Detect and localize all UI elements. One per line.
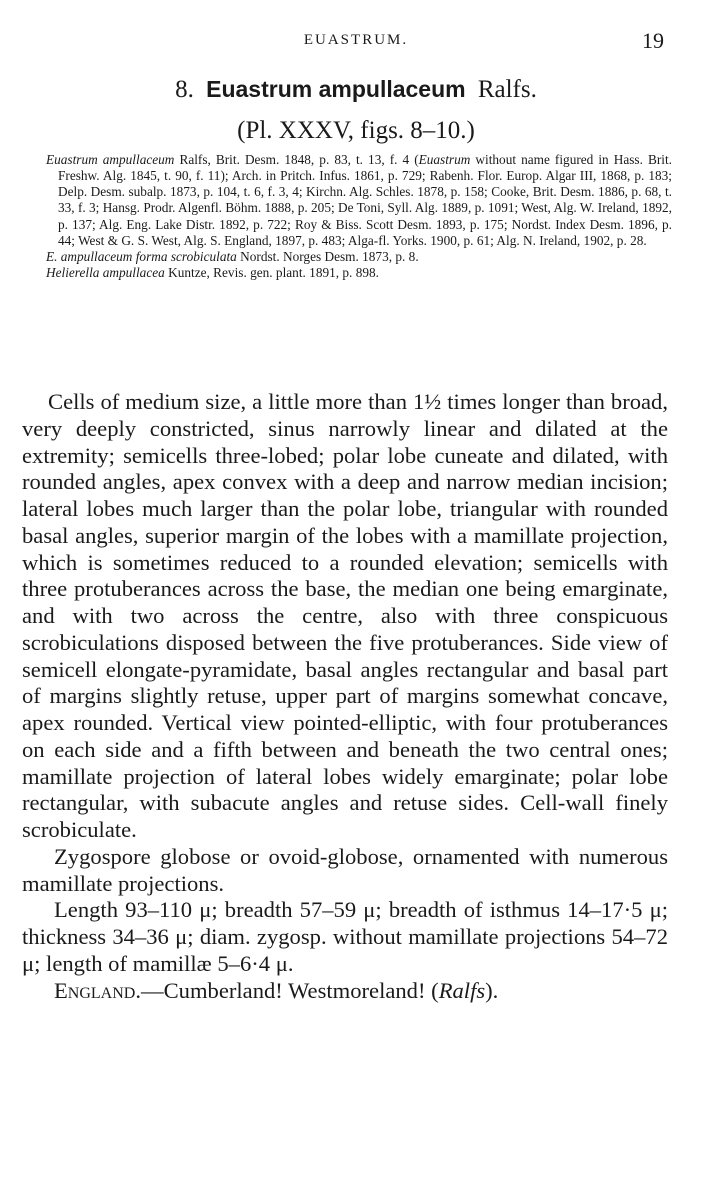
description-paragraph: Cells of medium size, a little more than 1½ times longer than broad, very deeply constricted, sinus narrowly linear and dilated at the extremity; semicells three-lobed; polar lobe cuneate and dilated, with rounded angles, apex convex with a deep and narrow median incision; lateral lobes much larger than the polar lobe, triangular with rounded basal angles, superior margin of the lobes with a mamillate projection, which is sometimes reduced to a rounded elevation; semicells with three protuberances across the base, the median one being emarginate, and with two across the centre, also with three conspicuous scrobiculations disposed between the five protuberances. Side view of semicell elongate-pyramidate, basal angles rectangular and basal part of margins slightly retuse, upper part of margins somewhat concave, apex rounded. Vertical view pointed-elliptic, with four protuberances on each side and a fifth between and beneath the two central ones; mamillate projection of lateral lobes widely emarginate; polar lobe rectangular, with subacute angles and retuse sides. Cell-wall finely scrobiculate. (22, 389, 668, 842)
description-block (22, 389, 668, 1004)
distribution-authority: Ralfs (438, 977, 486, 1003)
synonym-name: Euastrum ampullaceum (46, 152, 175, 167)
distribution-paragraph (22, 978, 668, 1005)
species-authority: Ralfs. (477, 76, 537, 103)
species-heading (0, 74, 712, 105)
synonymy-entry (46, 249, 672, 265)
synonymy-entry (46, 152, 672, 249)
measurements-paragraph: Length 93–110 μ; breadth 57–59 μ; breadth of isthmus 14–17·5 μ; thickness 34–36 μ; diam. zygosp. without mamillate projections 54–72 μ; length of mamillæ 5–6·4 μ. (22, 897, 668, 976)
synonym-citation: Ralfs, Brit. Desm. 1848, p. 83, t. 13, f. 4 ( (174, 152, 419, 167)
synonym-citation: Nordst. Norges Desm. 1873, p. 8. (236, 248, 419, 264)
distribution-close: ). (485, 977, 499, 1003)
species-name: Euastrum ampullaceum (206, 76, 466, 102)
running-head (0, 28, 712, 54)
page-number: 19 (642, 28, 664, 53)
synonym-citation: without name figured in Hass. Brit. Freshw. Alg. 1845, t. 90, f. 11); Arch. in Pritch. Infus. 1861, p. 729; Rabenh. Flor. Europ. Algar III, 1868, p. 183; Delp. Desm. subalp. 1873, p. 104, t. 6, f. 3, 4; Kirchn. Alg. Schles. 1878, p. 158; Cooke, Brit. Desm. 1886, p. 68, t. 33, f. 3; Hansg. Prodr. Algenfl. Böhm. 1888, p. 205; De Toni, Syll. Alg. 1889, p. 1091; West, Alg. W. Ireland, 1892, p. 137; Alg. Eng. Lake Distr. 1892, p. 722; Roy & Biss. Scott Desm. 1893, p. 175; Nordst. Index Desm. 1896, p. 44; West & G. S. West, Alg. S. England, 1897, p. 483; Alga-fl. Yorks. 1900, p. 61; Alg. N. Ireland, 1902, p. 28. (58, 152, 672, 248)
distribution-country: England. (54, 977, 141, 1003)
synonym-name: E. ampullaceum forma scrobiculata (46, 248, 237, 264)
synonymy-block (46, 152, 672, 281)
synonymy-entry (46, 265, 672, 281)
synonym-name: Helierella ampullacea (46, 265, 165, 281)
plate-reference: (Pl. XXXV, figs. 8–10.) (237, 117, 475, 144)
species-number: 8. (175, 76, 194, 103)
synonym-citation: Kuntze, Revis. gen. plant. 1891, p. 898. (164, 265, 379, 281)
zygospore-paragraph: Zygospore globose or ovoid-globose, ornamented with numerous mamillate projections. (22, 843, 668, 896)
distribution-localities: —Cumberland! Westmoreland! ( (141, 977, 439, 1003)
running-head-title: EUASTRUM. (303, 32, 409, 48)
synonym-name: Euastrum (418, 152, 471, 167)
